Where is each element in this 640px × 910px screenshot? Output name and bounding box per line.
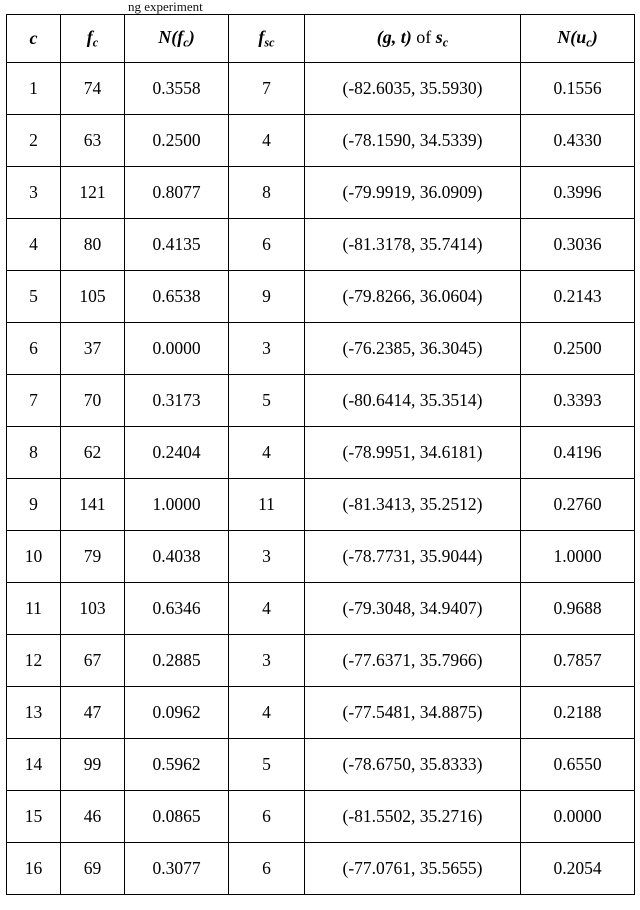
cell-nfc: 1.0000 (125, 479, 229, 531)
cell-nuc: 0.7857 (521, 635, 635, 687)
cell-fsc: 5 (229, 739, 305, 791)
column-header-nuc (521, 15, 635, 63)
cell-fc: 141 (61, 479, 125, 531)
cell-c: 8 (7, 427, 61, 479)
cell-c: 16 (7, 843, 61, 895)
header-connector-of: of (416, 26, 432, 47)
cell-fc: 103 (61, 583, 125, 635)
cell-fsc: 6 (229, 843, 305, 895)
cell-nuc: 0.6550 (521, 739, 635, 791)
cell-fsc: 7 (229, 63, 305, 115)
cell-fc: 67 (61, 635, 125, 687)
table-row (7, 635, 635, 687)
cell-gt: (-78.1590, 34.5339) (305, 115, 521, 167)
cell-fc: 79 (61, 531, 125, 583)
cell-nuc: 0.2054 (521, 843, 635, 895)
cell-fsc: 4 (229, 115, 305, 167)
cell-nuc: 0.4330 (521, 115, 635, 167)
cell-fsc: 11 (229, 479, 305, 531)
cell-nfc: 0.6346 (125, 583, 229, 635)
cell-fc: 99 (61, 739, 125, 791)
cell-nuc: 1.0000 (521, 531, 635, 583)
cell-nfc: 0.2885 (125, 635, 229, 687)
cell-gt: (-80.6414, 35.3514) (305, 375, 521, 427)
table-row (7, 843, 635, 895)
cell-fc: 63 (61, 115, 125, 167)
header-symbol-f: f (258, 26, 265, 47)
cell-nuc: 0.4196 (521, 427, 635, 479)
cell-fsc: 3 (229, 635, 305, 687)
cell-gt: (-77.6371, 35.7966) (305, 635, 521, 687)
header-subscript-sc: sc (264, 35, 275, 50)
cell-nuc: 0.9688 (521, 583, 635, 635)
cell-nfc: 0.4135 (125, 219, 229, 271)
header-subscript-c: c (183, 35, 189, 50)
header-symbol-nf: N(f (158, 26, 184, 47)
cell-fc: 46 (61, 791, 125, 843)
cell-nfc: 0.0000 (125, 323, 229, 375)
cell-c: 9 (7, 479, 61, 531)
cell-fc: 80 (61, 219, 125, 271)
cell-c: 1 (7, 63, 61, 115)
header-symbol-nu: N(u (557, 26, 587, 47)
cell-c: 10 (7, 531, 61, 583)
column-header-nfc (125, 15, 229, 63)
cell-c: 5 (7, 271, 61, 323)
cell-c: 12 (7, 635, 61, 687)
table-row (7, 427, 635, 479)
cell-nfc: 0.3558 (125, 63, 229, 115)
cell-gt: (-82.6035, 35.5930) (305, 63, 521, 115)
cell-fsc: 3 (229, 323, 305, 375)
cell-nuc: 0.2188 (521, 687, 635, 739)
cell-gt: (-81.5502, 35.2716) (305, 791, 521, 843)
cell-nfc: 0.5962 (125, 739, 229, 791)
table-row (7, 219, 635, 271)
table-row (7, 479, 635, 531)
cell-fsc: 4 (229, 583, 305, 635)
table-row (7, 687, 635, 739)
column-header-gt (305, 15, 521, 63)
header-subscript-c: c (586, 35, 592, 50)
cell-fc: 105 (61, 271, 125, 323)
cell-nuc: 0.2760 (521, 479, 635, 531)
cell-nuc: 0.0000 (521, 791, 635, 843)
cell-nfc: 0.6538 (125, 271, 229, 323)
cell-gt: (-78.7731, 35.9044) (305, 531, 521, 583)
column-header-fsc (229, 15, 305, 63)
header-close-paren: ) (591, 26, 598, 47)
cell-nfc: 0.4038 (125, 531, 229, 583)
table-row (7, 63, 635, 115)
cell-c: 7 (7, 375, 61, 427)
header-symbol-gt: (g, t) (376, 26, 412, 47)
cell-nfc: 0.2500 (125, 115, 229, 167)
cell-c: 11 (7, 583, 61, 635)
cell-fc: 74 (61, 63, 125, 115)
cell-c: 14 (7, 739, 61, 791)
table-body (7, 63, 635, 895)
cell-gt: (-76.2385, 36.3045) (305, 323, 521, 375)
cell-nuc: 0.1556 (521, 63, 635, 115)
cell-nuc: 0.3996 (521, 167, 635, 219)
header-symbol-f: f (86, 26, 93, 47)
cell-nuc: 0.2143 (521, 271, 635, 323)
cell-nfc: 0.2404 (125, 427, 229, 479)
table-row (7, 583, 635, 635)
header-symbol-s: s (435, 26, 443, 47)
cell-fc: 121 (61, 167, 125, 219)
cell-fc: 69 (61, 843, 125, 895)
cell-nfc: 0.3173 (125, 375, 229, 427)
table-row (7, 115, 635, 167)
cell-fsc: 5 (229, 375, 305, 427)
column-header-fc (61, 15, 125, 63)
cell-c: 3 (7, 167, 61, 219)
table-row (7, 323, 635, 375)
table-row (7, 375, 635, 427)
cell-fc: 70 (61, 375, 125, 427)
column-header-c (7, 15, 61, 63)
header-subscript-c: c (92, 35, 99, 50)
cell-gt: (-81.3413, 35.2512) (305, 479, 521, 531)
cell-fc: 47 (61, 687, 125, 739)
cell-gt: (-78.6750, 35.8333) (305, 739, 521, 791)
cell-gt: (-78.9951, 34.6181) (305, 427, 521, 479)
cell-nfc: 0.0865 (125, 791, 229, 843)
cell-fsc: 4 (229, 687, 305, 739)
table-row (7, 531, 635, 583)
cell-nuc: 0.3393 (521, 375, 635, 427)
table-header-row (7, 15, 635, 63)
cell-gt: (-79.8266, 36.0604) (305, 271, 521, 323)
cell-c: 4 (7, 219, 61, 271)
cell-fc: 62 (61, 427, 125, 479)
cell-gt: (-77.0761, 35.5655) (305, 843, 521, 895)
table-row (7, 739, 635, 791)
header-symbol-c: c (29, 28, 38, 48)
cell-fc: 37 (61, 323, 125, 375)
cell-nuc: 0.2500 (521, 323, 635, 375)
cell-nfc: 0.8077 (125, 167, 229, 219)
cell-nfc: 0.0962 (125, 687, 229, 739)
table-row (7, 791, 635, 843)
cell-c: 15 (7, 791, 61, 843)
cell-fsc: 8 (229, 167, 305, 219)
cell-nfc: 0.3077 (125, 843, 229, 895)
cell-gt: (-79.9919, 36.0909) (305, 167, 521, 219)
caption-fragment: ng experiment (128, 0, 203, 14)
table-row (7, 167, 635, 219)
cell-gt: (-77.5481, 34.8875) (305, 687, 521, 739)
cell-fsc: 3 (229, 531, 305, 583)
cell-fsc: 4 (229, 427, 305, 479)
cell-c: 2 (7, 115, 61, 167)
cell-nuc: 0.3036 (521, 219, 635, 271)
header-close-paren: ) (188, 26, 195, 47)
header-subscript-c: c (442, 35, 449, 50)
cell-c: 13 (7, 687, 61, 739)
cell-fsc: 9 (229, 271, 305, 323)
table-row (7, 271, 635, 323)
cell-gt: (-79.3048, 34.9407) (305, 583, 521, 635)
cell-fsc: 6 (229, 219, 305, 271)
cell-fsc: 6 (229, 791, 305, 843)
cell-gt: (-81.3178, 35.7414) (305, 219, 521, 271)
cell-c: 6 (7, 323, 61, 375)
results-table (6, 14, 635, 895)
